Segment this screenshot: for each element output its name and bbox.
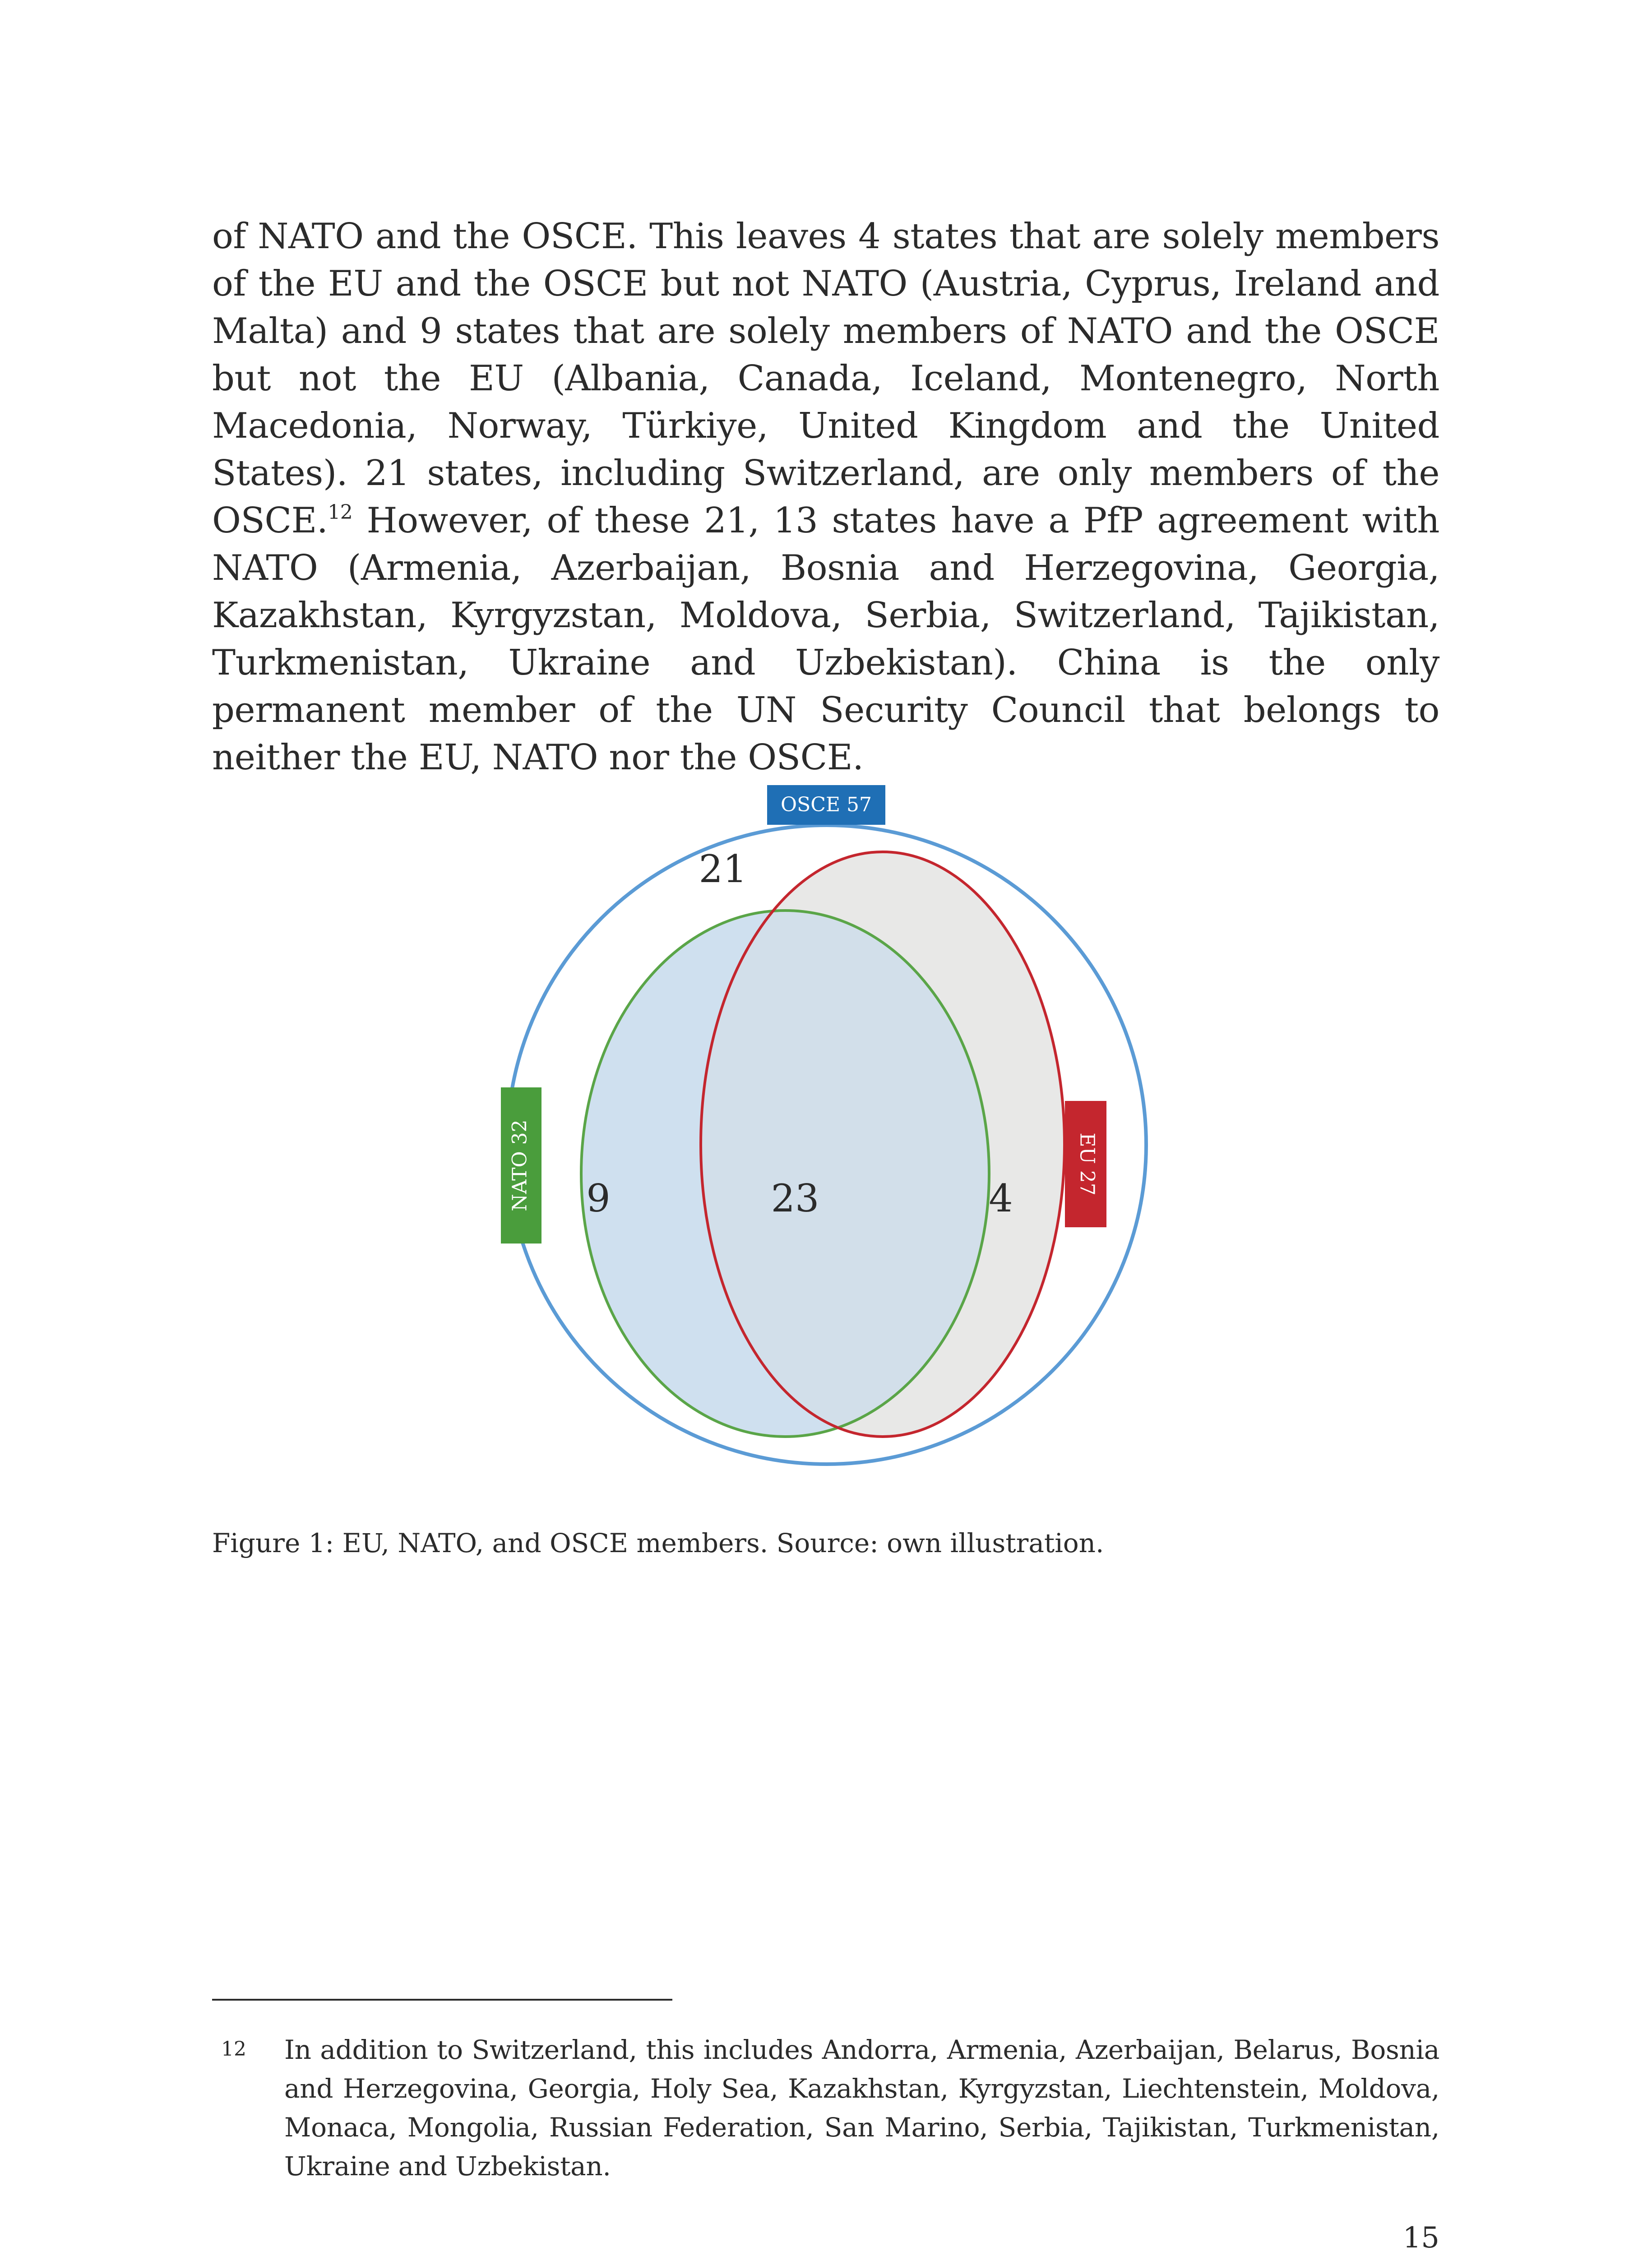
footnote-number: 12 <box>221 2038 246 2061</box>
body-paragraph <box>212 213 1439 781</box>
footnote-text: In addition to Switzerland, this includes Andorra, Armenia, Azerbaijan, Belarus, Bosnia and Herzegovina, Georgia, Holy Sea, Kazakhstan, Kyrgyzstan, Liechtenstein, Moldova, Monaca, Mongolia, Russian Federation, San Marino, Serbia, Tajikistan, Turkmenistan, Ukraine and Uzbekistan. <box>284 2034 1439 2182</box>
overlap-tint <box>701 852 1064 1437</box>
nato-tag-label: NATO 32 <box>508 1119 532 1211</box>
count-nato-and-eu: 23 <box>771 1176 819 1220</box>
count-osce-only: 21 <box>699 847 747 891</box>
body-text-part-1: of NATO and the OSCE. This leaves 4 states that are solely members of the EU and the OSCE but not NATO (Austria, Cyprus, Ireland and Malta) and 9 states that are solely members of NATO and the OSCE but not the EU (Albania, Canada, Iceland, Montenegro, North Macedonia, Norway, Türkiye, United Kingdom and the United States). 21 states, including Switzerland, are only members of the OSCE. <box>212 216 1439 541</box>
venn-diagram-figure <box>474 772 1196 1480</box>
figure-caption: Figure 1: EU, NATO, and OSCE members. Source: own illustration. <box>212 1528 1104 1558</box>
footnote-reference[interactable]: 12 <box>328 501 353 524</box>
count-eu-only: 4 <box>989 1176 1013 1220</box>
osce-tag-label: OSCE 57 <box>781 793 872 816</box>
eu-tag-label: EU 27 <box>1075 1133 1099 1196</box>
venn-diagram <box>474 772 1196 1480</box>
body-text-part-2: However, of these 21, 13 states have a PfP agreement with NATO (Armenia, Azerbaijan, Bosnia and Herzegovina, Georgia, Kazakhstan, Kyrgyzstan, Moldova, Serbia, Switzerland, Tajikistan, Turkmenistan, Ukraine and Uzbekistan). China is the only permanent member of the UN Security Council that belongs to neither the EU, NATO nor the OSCE. <box>212 500 1439 778</box>
page-number: 15 <box>1402 2221 1439 2255</box>
footnote-separator <box>212 1999 672 2001</box>
count-nato-only: 9 <box>586 1176 611 1220</box>
footnote <box>212 2030 1439 2186</box>
